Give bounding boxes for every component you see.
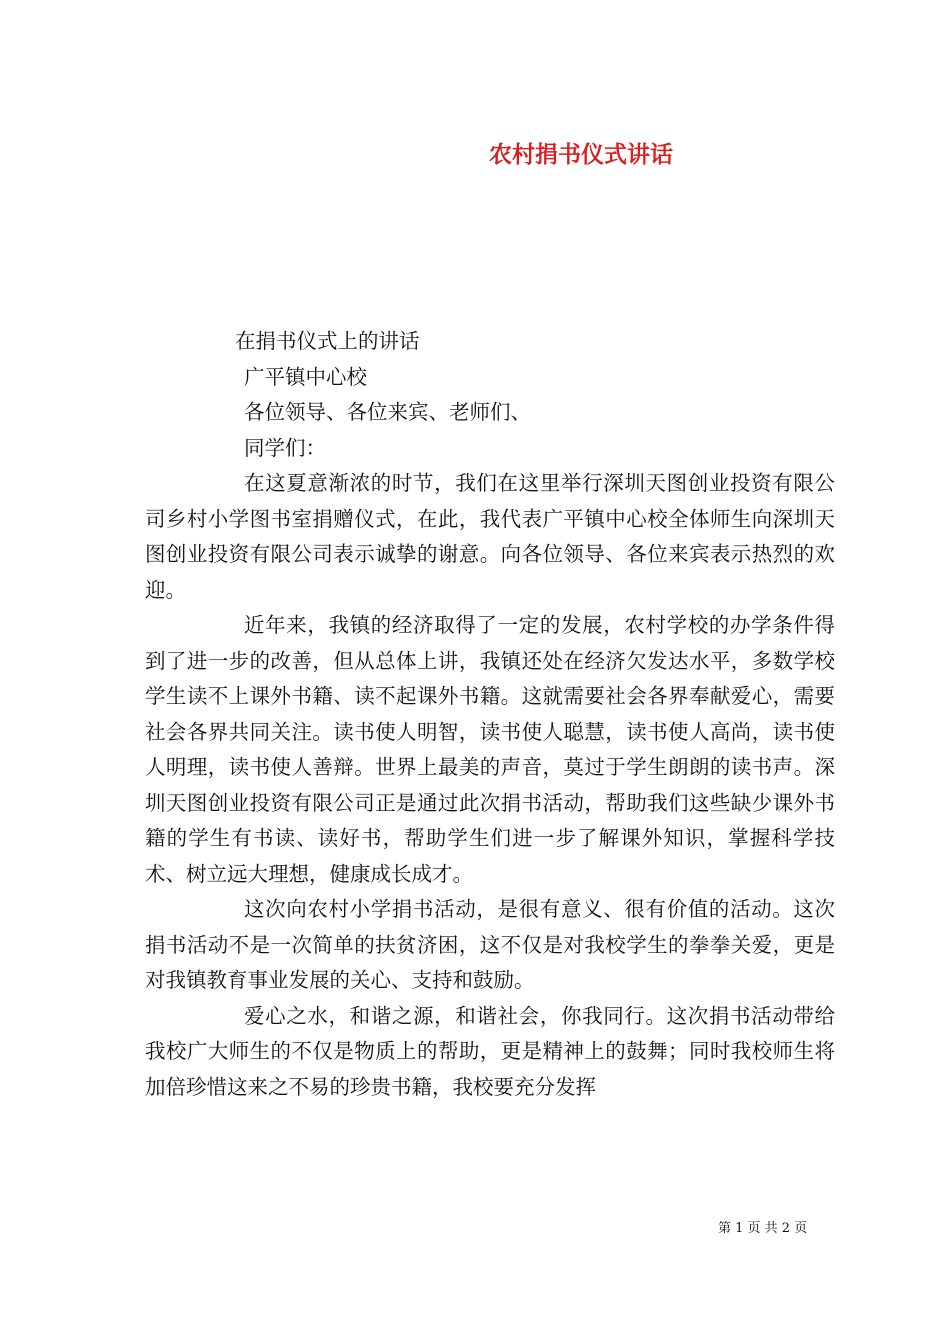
paragraph-2: 近年来，我镇的经济取得了一定的发展，农村学校的办学条件得到了进一步的改善，但从总体上讲，我镇还处在经济欠发达水平，多数学校学生读不上课外书籍、读不起课外书籍。这就需要社会各界奉献爱心，需要社会各界共同关注。读书使人明智，读书使人聪慧，读书使人高尚，读书使人明理，读书使人善辩。世界上最美的声音，莫过于学生朗朗的读书声。深圳天图创业投资有限公司正是通过此次捐书活动，帮助我们这些缺少课外书籍的学生有书读、读好书，帮助学生们进一步了解课外知识，掌握科学技术、树立远大理想，健康成长成才。 xyxy=(145,613,835,886)
organization-name: 广平镇中心校 xyxy=(244,364,367,389)
page-indicator: 第 1 页 共 2 页 xyxy=(718,1221,808,1236)
document-title: 农村捐书仪式讲话 xyxy=(489,141,673,168)
salutation-line-1: 各位领导、各位来宾、老师们、 xyxy=(244,400,531,424)
paragraph-1: 在这夏意渐浓的时节，我们在这里举行深圳天图创业投资有限公司乡村小学图书室捐赠仪式，在此，我代表广平镇中心校全体师生向深圳天图创业投资有限公司表示诚挚的谢意。向各位领导、各位来宾表示热烈的欢迎。 xyxy=(145,471,835,602)
document-body xyxy=(145,324,835,1105)
paragraph-4: 爱心之水，和谐之源，和谐社会，你我同行。这次捐书活动带给我校广大师生的不仅是物质上的帮助，更是精神上的鼓舞；同时我校师生将加倍珍惜这来之不易的珍贵书籍，我校要充分发挥 xyxy=(145,1003,835,1099)
salutation-line-2: 同学们： xyxy=(244,435,326,460)
speech-heading: 在捐书仪式上的讲话 xyxy=(235,329,420,353)
paragraph-3: 这次向农村小学捐书活动，是很有意义、很有价值的活动。这次捐书活动不是一次简单的扶贫济困，这不仅是对我校学生的拳拳关爱，更是对我镇教育事业发展的关心、支持和鼓励。 xyxy=(145,897,835,992)
